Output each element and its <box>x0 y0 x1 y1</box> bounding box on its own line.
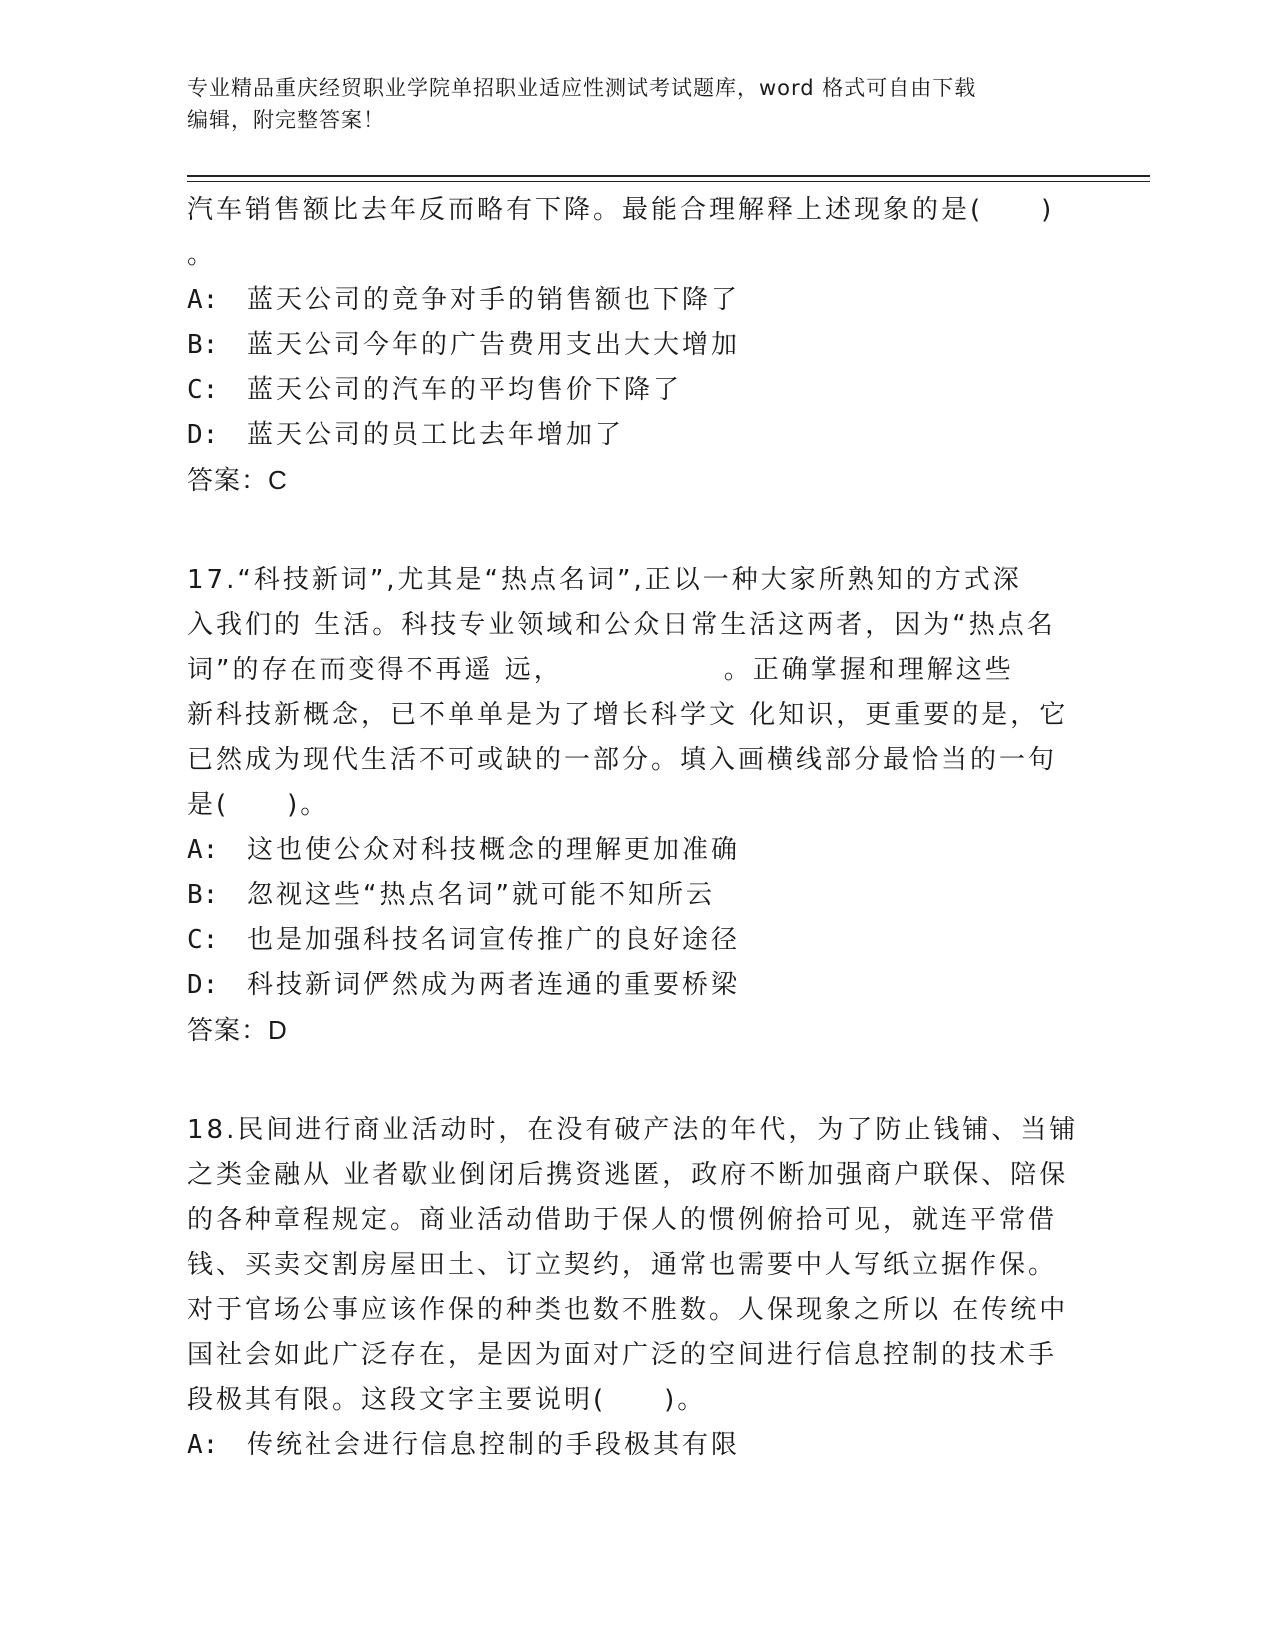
question-text-line: 。 <box>187 240 217 270</box>
question-text-line: 对于官场公事应该作保的种类也数不胜数。人保现象之所以 在传统中 <box>187 1295 1069 1325</box>
question-17 <box>187 558 1072 1053</box>
option-text: 蓝天公司的竞争对手的销售额也下降了 <box>247 285 741 315</box>
question-16 <box>187 188 1072 503</box>
question-text-line: 是( )。 <box>187 790 330 820</box>
option-c <box>187 368 1072 413</box>
option-letter: C: <box>187 375 219 405</box>
header-line-1: 专业精品重庆经贸职业学院单招职业适应性测试考试题库，word 格式可自由下载 <box>187 76 977 100</box>
option-text: 这也使公众对科技概念的理解更加准确 <box>247 835 741 865</box>
option-letter: A: <box>187 835 219 865</box>
option-c <box>187 918 1072 963</box>
question-text-line: 之类金融从 业者歇业倒闭后携资逃匿，政府不断加强商户联保、陪保 <box>187 1160 1069 1190</box>
option-a <box>187 828 1072 873</box>
question-text-line: 18.民间进行商业活动时，在没有破产法的年代，为了防止钱铺、当铺 <box>187 1115 1079 1145</box>
option-b <box>187 323 1072 368</box>
question-text-line: 已然成为现代生活不可或缺的一部分。填入画横线部分最恰当的一句 <box>187 745 1058 775</box>
option-text: 蓝天公司的员工比去年增加了 <box>247 420 625 450</box>
header-rule-thick <box>187 175 1150 177</box>
question-text-line: 汽车销售额比去年反而略有下降。最能合理解释上述现象的是( ) <box>187 195 1055 225</box>
question-spacer <box>187 1053 1072 1108</box>
header-rule-thin <box>187 181 1150 182</box>
question-text-line: 17.“科技新词”,尤其是“热点名词”,正以一种大家所熟知的方式深 <box>187 565 1022 595</box>
question-text-line: 新科技新概念，已不单单是为了增长科学文 化知识，更重要的是，它 <box>187 700 1069 730</box>
question-text-line: 的各种章程规定。商业活动借助于保人的惯例俯拾可见，就连平常借 <box>187 1205 1058 1235</box>
question-text-line: 国社会如此广泛存在，是因为面对广泛的空间进行信息控制的技术手 <box>187 1340 1058 1370</box>
option-a <box>187 1423 1072 1468</box>
question-text-line: 词”的存在而变得不再遥 远， 。正确掌握和理解这些 <box>187 655 1014 685</box>
option-letter: A: <box>187 285 219 315</box>
question-spacer <box>187 503 1072 558</box>
question-text-line: 钱、买卖交割房屋田土、订立契约，通常也需要中人写纸立据作保。 <box>187 1250 1058 1280</box>
option-text: 也是加强科技名词宣传推广的良好途径 <box>247 925 741 955</box>
header-line-2: 编辑，附完整答案！ <box>187 108 385 132</box>
option-letter: B: <box>187 330 219 360</box>
document-body <box>187 188 1079 1468</box>
option-letter: D: <box>187 970 219 1000</box>
answer-line: 答案：C <box>187 465 288 495</box>
option-letter: D: <box>187 420 219 450</box>
question-text-line: 入我们的 生活。科技专业领域和公众日常生活这两者，因为“热点名 <box>187 610 1056 640</box>
question-text-line: 段极其有限。这段文字主要说明( )。 <box>187 1385 707 1415</box>
page-header <box>187 72 1067 136</box>
option-letter: A: <box>187 1430 219 1460</box>
option-text: 蓝天公司今年的广告费用支出大大增加 <box>247 330 741 360</box>
answer-line: 答案：D <box>187 1015 288 1045</box>
option-text: 传统社会进行信息控制的手段极其有限 <box>247 1430 741 1460</box>
question-18 <box>187 1108 1079 1468</box>
option-d <box>187 963 1072 1008</box>
option-letter: C: <box>187 925 219 955</box>
option-b <box>187 873 1072 918</box>
option-text: 科技新词俨然成为两者连通的重要桥梁 <box>247 970 741 1000</box>
option-letter: B: <box>187 880 219 910</box>
option-a <box>187 278 1072 323</box>
option-text: 蓝天公司的汽车的平均售价下降了 <box>247 375 683 405</box>
option-d <box>187 413 1072 458</box>
option-text: 忽视这些“热点名词”就可能不知所云 <box>247 880 715 910</box>
